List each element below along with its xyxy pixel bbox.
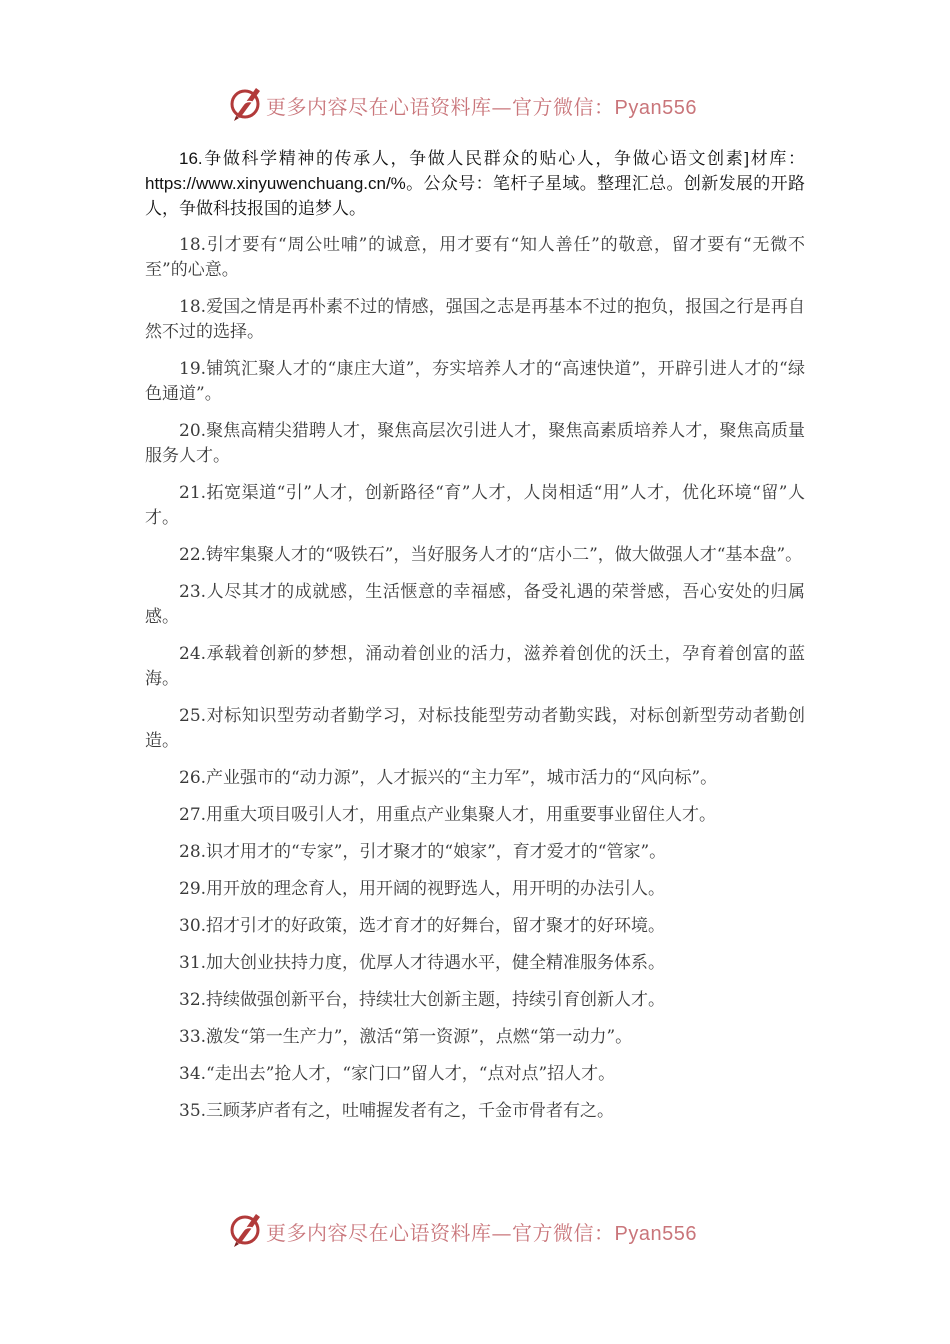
document-body — [145, 146, 805, 1136]
pen-logo-icon — [226, 1208, 268, 1250]
paragraph: 28.识才用才的“专家”，引才聚才的“娘家”，育才爱才的“管家”。 — [179, 842, 667, 862]
paragraph: 22.铸牢集聚人才的“吸铁石”，当好服务人才的“店小二”，做大做强人才“基本盘”。 — [179, 545, 803, 565]
pen-logo-icon — [226, 82, 268, 124]
paragraph: 18.爱国之情是再朴素不过的情感，强国之志是再基本不过的抱负，报国之行是再自然不过的选择。 — [145, 297, 805, 342]
paragraph: 26.产业强市的“动力源”，人才振兴的“主力军”，城市活力的“风向标”。 — [179, 768, 718, 788]
paragraph: 20.聚焦高精尖猎聘人才，聚焦高层次引进人才，聚焦高素质培养人才，聚焦高质量服务人才。 — [145, 421, 805, 466]
wechat-id: Pyan556 — [614, 1223, 697, 1245]
wechat-id: Pyan556 — [614, 97, 697, 119]
paragraph: 30.招才引才的好政策，选才育才的好舞台，留才聚才的好环境。 — [179, 916, 666, 936]
paragraph: 24.承载着创新的梦想，涌动着创业的活力，滋养着创优的沃土，孕育着创富的蓝海。 — [145, 644, 805, 689]
footer-banner — [0, 1208, 950, 1252]
paragraph: 29.用开放的理念育人，用开阔的视野选人，用开明的办法引人。 — [179, 879, 666, 899]
paragraph: 25.对标知识型劳动者勤学习，对标技能型劳动者勤实践，对标创新型劳动者勤创造。 — [145, 706, 805, 751]
paragraph: 27.用重大项目吸引人才，用重点产业集聚人才，用重要事业留住人才。 — [179, 805, 717, 825]
paragraph: 18.引才要有“周公吐哺”的诚意，用才要有“知人善任”的敬意，留才要有“无微不至”的心意。 — [145, 235, 805, 280]
paragraph: 31.加大创业扶持力度，优厚人才待遇水平，健全精准服务体系。 — [179, 953, 666, 973]
banner-text: 更多内容尽在心语资料库—官方微信：Pyan556 — [266, 1221, 697, 1245]
header-banner — [0, 82, 950, 126]
paragraph: 35.三顾茅庐者有之，吐哺握发者有之，千金市骨者有之。 — [179, 1101, 615, 1121]
paragraph: 32.持续做强创新平台，持续壮大创新主题，持续引育创新人才。 — [179, 990, 666, 1010]
paragraph: 19.铺筑汇聚人才的“康庄大道”，夯实培养人才的“高速快道”，开辟引进人才的“绿色通道”。 — [145, 359, 805, 404]
paragraph: 21.拓宽渠道“引”人才，创新路径“育”人才，人岗相适“用”人才，优化环境“留”人才。 — [145, 483, 805, 528]
paragraph: 34.“走出去”抢人才，“家门口”留人才，“点对点”招人才。 — [179, 1064, 616, 1084]
banner-text: 更多内容尽在心语资料库—官方微信：Pyan556 — [266, 95, 697, 119]
paragraph: 33.激发“第一生产力”，激活“第一资源”，点燃“第一动力”。 — [179, 1027, 633, 1047]
paragraph: 23.人尽其才的成就感，生活惬意的幸福感，备受礼遇的荣誉感，吾心安处的归属感。 — [145, 582, 805, 627]
paragraph: 16.争做科学精神的传承人，争做人民群众的贴心人，争做心语文创素]材库：https://www.xinyuwenchuang.cn/%。公众号：笔杆子星域。整理汇总。创新发展的开路人，争做科技报国的追梦人。 — [145, 149, 805, 218]
